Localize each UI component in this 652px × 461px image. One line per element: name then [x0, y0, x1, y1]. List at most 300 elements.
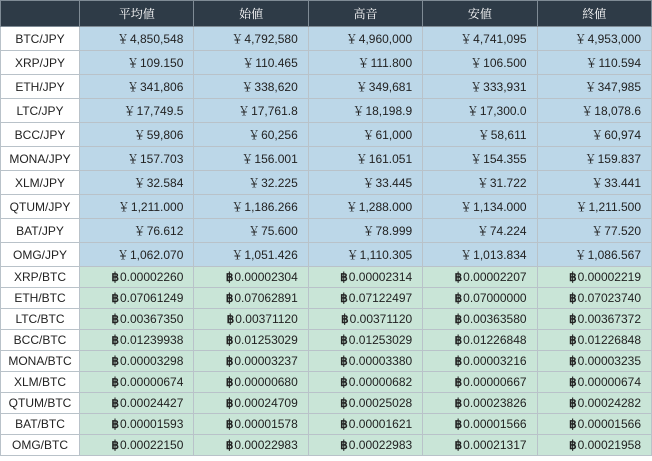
rate-value: 0.00371120: [349, 312, 413, 326]
rate-cell: [194, 351, 308, 372]
rate-value: 17,300.0: [479, 104, 527, 118]
yen-symbol-icon: ￥: [133, 224, 146, 238]
rate-cell: [194, 219, 308, 243]
yen-symbol-icon: ￥: [355, 152, 368, 166]
yen-symbol-icon: ￥: [231, 32, 244, 46]
rate-cell: [308, 27, 422, 51]
rate-value: 18,198.9: [365, 104, 413, 118]
rate-cell: [308, 267, 422, 288]
yen-symbol-icon: ￥: [476, 176, 489, 190]
yen-symbol-icon: ￥: [591, 128, 604, 142]
rate-value: 0.00001566: [463, 417, 527, 431]
bitcoin-symbol-icon: ฿: [225, 417, 234, 431]
row-header-pair: BAT/BTC: [1, 414, 80, 435]
bitcoin-symbol-icon: ฿: [454, 417, 463, 431]
row-header-pair: OMG/JPY: [1, 243, 80, 267]
rate-value: 0.00003380: [348, 354, 413, 368]
rate-cell: [308, 435, 422, 456]
rate-cell: [80, 243, 194, 267]
rate-value: 0.00021958: [577, 438, 641, 452]
table-row: [1, 27, 652, 51]
yen-symbol-icon: ￥: [116, 32, 129, 46]
rate-value: 0.00001593: [119, 417, 184, 431]
rate-cell: [423, 372, 537, 393]
bitcoin-symbol-icon: ฿: [454, 354, 463, 368]
rate-value: 78.999: [375, 224, 413, 238]
rate-cell: [308, 393, 422, 414]
rate-value: 0.00000680: [234, 375, 298, 389]
rate-value: 0.00002207: [463, 270, 527, 284]
rate-cell: [537, 435, 651, 456]
rate-cell: [308, 288, 422, 309]
bitcoin-symbol-icon: ฿: [454, 396, 463, 410]
rate-cell: [194, 393, 308, 414]
bitcoin-symbol-icon: ฿: [340, 270, 348, 284]
rate-cell: [194, 99, 308, 123]
bitcoin-symbol-icon: ฿: [111, 312, 119, 326]
rate-value: 1,186.266: [244, 200, 298, 214]
rate-value: 0.00363580: [463, 312, 527, 326]
yen-symbol-icon: ￥: [248, 176, 261, 190]
rate-value: 33.445: [375, 176, 413, 190]
rate-value: 0.00025028: [348, 396, 413, 410]
rate-cell: [194, 195, 308, 219]
rate-cell: [423, 267, 537, 288]
bitcoin-symbol-icon: ฿: [568, 438, 577, 452]
rate-cell: [537, 195, 651, 219]
rate-value: 31.722: [489, 176, 527, 190]
row-header-pair: BCC/JPY: [1, 123, 80, 147]
rate-value: 33.441: [604, 176, 641, 190]
rate-value: 156.001: [254, 152, 298, 166]
rate-value: 0.00367372: [577, 312, 641, 326]
rate-value: 0.00024282: [577, 396, 641, 410]
yen-symbol-icon: ￥: [470, 56, 483, 70]
rate-cell: [194, 414, 308, 435]
bitcoin-symbol-icon: ฿: [340, 354, 348, 368]
yen-symbol-icon: ￥: [470, 80, 483, 94]
yen-symbol-icon: ￥: [231, 200, 244, 214]
rate-cell: [308, 99, 422, 123]
row-header-pair: MONA/JPY: [1, 147, 80, 171]
rate-value: 0.00003235: [577, 354, 641, 368]
rate-value: 0.01239938: [119, 333, 184, 347]
rate-cell: [194, 171, 308, 195]
rate-cell: [80, 267, 194, 288]
rate-cell: [537, 147, 651, 171]
rate-value: 0.01253029: [348, 333, 413, 347]
bitcoin-symbol-icon: ฿: [111, 354, 119, 368]
yen-symbol-icon: ￥: [584, 80, 597, 94]
rate-cell: [537, 99, 651, 123]
rate-cell: [537, 372, 651, 393]
row-header-pair: XLM/BTC: [1, 372, 80, 393]
column-header-average: 平均値: [80, 1, 194, 27]
bitcoin-symbol-icon: ฿: [340, 417, 348, 431]
rate-cell: [423, 435, 537, 456]
rate-value: 0.00002219: [577, 270, 641, 284]
rate-cell: [80, 414, 194, 435]
yen-symbol-icon: ￥: [352, 104, 365, 118]
row-header-pair: BAT/JPY: [1, 219, 80, 243]
rate-value: 0.07000000: [463, 291, 527, 305]
yen-symbol-icon: ￥: [574, 248, 587, 262]
rate-value: 0.00000674: [577, 375, 641, 389]
rate-value: 0.00001566: [577, 417, 641, 431]
rate-value: 0.00003216: [463, 354, 527, 368]
table-row: [1, 393, 652, 414]
table-header: [1, 1, 652, 27]
rate-cell: [194, 330, 308, 351]
rate-cell: [423, 27, 537, 51]
rate-cell: [423, 351, 537, 372]
row-header-pair: MONA/BTC: [1, 351, 80, 372]
rate-cell: [423, 309, 537, 330]
row-header-pair: XRP/BTC: [1, 267, 80, 288]
yen-symbol-icon: ￥: [241, 152, 254, 166]
rate-cell: [308, 219, 422, 243]
row-header-pair: ETH/BTC: [1, 288, 80, 309]
rate-cell: [308, 147, 422, 171]
yen-symbol-icon: ￥: [476, 224, 489, 238]
rate-cell: [308, 330, 422, 351]
rate-cell: [308, 75, 422, 99]
row-header-pair: OMG/BTC: [1, 435, 80, 456]
yen-symbol-icon: ￥: [362, 224, 375, 238]
bitcoin-symbol-icon: ฿: [568, 396, 577, 410]
rate-cell: [194, 267, 308, 288]
rate-cell: [537, 330, 651, 351]
rate-cell: [308, 243, 422, 267]
rate-cell: [80, 372, 194, 393]
rate-value: 0.01226848: [463, 333, 527, 347]
rate-cell: [537, 309, 651, 330]
rate-cell: [194, 288, 308, 309]
rate-cell: [194, 75, 308, 99]
rate-value: 159.837: [597, 152, 641, 166]
rate-value: 110.594: [598, 56, 641, 70]
rate-value: 74.224: [489, 224, 527, 238]
rate-value: 4,953,000: [587, 32, 641, 46]
rate-value: 0.00371120: [235, 312, 298, 326]
rate-value: 59,806: [146, 128, 184, 142]
rate-value: 0.00003237: [234, 354, 298, 368]
yen-symbol-icon: ￥: [575, 200, 588, 214]
rate-value: 0.00024709: [234, 396, 298, 410]
bitcoin-symbol-icon: ฿: [225, 270, 234, 284]
yen-symbol-icon: ￥: [460, 248, 473, 262]
bitcoin-symbol-icon: ฿: [340, 291, 348, 305]
column-header-open: 始値: [194, 1, 308, 27]
rate-value: 1,211.000: [130, 200, 184, 214]
rate-value: 76.612: [146, 224, 184, 238]
yen-symbol-icon: ￥: [126, 152, 139, 166]
rate-value: 1,013.834: [473, 248, 527, 262]
rate-cell: [423, 219, 537, 243]
rate-value: 0.00003298: [119, 354, 184, 368]
rate-cell: [80, 147, 194, 171]
bitcoin-symbol-icon: ฿: [340, 396, 348, 410]
yen-symbol-icon: ￥: [460, 200, 473, 214]
rate-cell: [423, 51, 537, 75]
yen-symbol-icon: ￥: [470, 152, 483, 166]
yen-symbol-icon: ￥: [248, 224, 261, 238]
rate-value: 0.00001621: [348, 417, 413, 431]
yen-symbol-icon: ￥: [123, 104, 136, 118]
bitcoin-symbol-icon: ฿: [111, 375, 119, 389]
row-header-pair: XRP/JPY: [1, 51, 80, 75]
column-header-high: 高音: [308, 1, 422, 27]
bitcoin-symbol-icon: ฿: [111, 270, 119, 284]
rate-cell: [537, 243, 651, 267]
rate-value: 17,749.5: [136, 104, 184, 118]
rate-cell: [194, 51, 308, 75]
bitcoin-symbol-icon: ฿: [454, 333, 463, 347]
rate-value: 0.00022150: [119, 438, 184, 452]
bitcoin-symbol-icon: ฿: [568, 270, 577, 284]
rate-cell: [423, 414, 537, 435]
bitcoin-symbol-icon: ฿: [340, 333, 348, 347]
rate-value: 333,931: [483, 80, 527, 94]
rate-value: 154.355: [483, 152, 527, 166]
bitcoin-symbol-icon: ฿: [454, 270, 463, 284]
rate-value: 58,611: [490, 128, 527, 142]
rate-cell: [537, 51, 651, 75]
yen-symbol-icon: ￥: [477, 128, 490, 142]
table-row: [1, 147, 652, 171]
bitcoin-symbol-icon: ฿: [568, 312, 577, 326]
rate-value: 161.051: [368, 152, 413, 166]
column-header-close: 終値: [537, 1, 651, 27]
table-row: [1, 288, 652, 309]
rate-cell: [80, 309, 194, 330]
rate-cell: [80, 51, 194, 75]
yen-symbol-icon: ￥: [126, 56, 139, 70]
rate-value: 338,620: [254, 80, 298, 94]
rate-cell: [194, 243, 308, 267]
rate-value: 0.00002260: [119, 270, 184, 284]
rate-cell: [194, 123, 308, 147]
table-body: [1, 27, 652, 456]
bitcoin-symbol-icon: ฿: [225, 354, 234, 368]
rate-cell: [80, 288, 194, 309]
yen-symbol-icon: ￥: [241, 80, 254, 94]
yen-symbol-icon: ￥: [591, 176, 604, 190]
yen-symbol-icon: ￥: [248, 128, 261, 142]
rate-value: 0.00022983: [348, 438, 413, 452]
bitcoin-symbol-icon: ฿: [568, 417, 577, 431]
row-header-pair: LTC/JPY: [1, 99, 80, 123]
row-header-pair: ETH/JPY: [1, 75, 80, 99]
rate-cell: [80, 195, 194, 219]
bitcoin-symbol-icon: ฿: [568, 333, 577, 347]
rate-value: 0.01253029: [234, 333, 298, 347]
rate-cell: [80, 351, 194, 372]
bitcoin-symbol-icon: ฿: [111, 333, 119, 347]
rate-value: 0.07122497: [348, 291, 413, 305]
rate-cell: [194, 372, 308, 393]
rate-value: 61,000: [375, 128, 413, 142]
rate-value: 0.00002314: [348, 270, 413, 284]
rate-value: 0.00000667: [463, 375, 527, 389]
rate-value: 4,850,548: [130, 32, 184, 46]
bitcoin-symbol-icon: ฿: [340, 438, 348, 452]
rate-value: 60,256: [261, 128, 298, 142]
bitcoin-symbol-icon: ฿: [225, 438, 234, 452]
rate-cell: [423, 393, 537, 414]
yen-symbol-icon: ￥: [581, 104, 594, 118]
yen-symbol-icon: ￥: [584, 152, 597, 166]
rate-cell: [423, 195, 537, 219]
bitcoin-symbol-icon: ฿: [340, 375, 348, 389]
table-row: [1, 267, 652, 288]
rate-value: 1,086.567: [587, 248, 641, 262]
table-row: [1, 99, 652, 123]
yen-symbol-icon: ￥: [346, 248, 359, 262]
rate-value: 77.520: [604, 224, 641, 238]
rate-cell: [537, 267, 651, 288]
rate-value: 4,792,580: [244, 32, 298, 46]
rate-value: 0.00024427: [119, 396, 184, 410]
rate-value: 349,681: [368, 80, 413, 94]
rate-value: 17,761.8: [251, 104, 298, 118]
rate-cell: [194, 27, 308, 51]
rate-cell: [537, 288, 651, 309]
rate-cell: [308, 414, 422, 435]
rate-value: 106.500: [483, 56, 527, 70]
rate-cell: [80, 27, 194, 51]
table-row: [1, 243, 652, 267]
bitcoin-symbol-icon: ฿: [341, 312, 349, 326]
table-row: [1, 171, 652, 195]
rate-cell: [423, 99, 537, 123]
table-row: [1, 75, 652, 99]
table-row: [1, 219, 652, 243]
rate-cell: [423, 330, 537, 351]
rate-cell: [80, 99, 194, 123]
rate-value: 0.00021317: [463, 438, 527, 452]
bitcoin-symbol-icon: ฿: [454, 291, 463, 305]
rate-value: 347,985: [597, 80, 641, 94]
rate-value: 32.584: [146, 176, 184, 190]
yen-symbol-icon: ￥: [355, 80, 368, 94]
yen-symbol-icon: ￥: [362, 176, 375, 190]
table-row: [1, 351, 652, 372]
rate-value: 0.00000674: [119, 375, 184, 389]
rate-cell: [194, 309, 308, 330]
bitcoin-symbol-icon: ฿: [111, 396, 119, 410]
row-header-pair: XLM/JPY: [1, 171, 80, 195]
rate-value: 0.07061249: [119, 291, 184, 305]
table-row: [1, 51, 652, 75]
rate-value: 1,110.305: [359, 248, 413, 262]
rate-cell: [537, 351, 651, 372]
rate-cell: [308, 171, 422, 195]
table-row: [1, 372, 652, 393]
row-header-pair: BTC/JPY: [1, 27, 80, 51]
column-header-low: 安値: [423, 1, 537, 27]
rate-cell: [308, 123, 422, 147]
bitcoin-symbol-icon: ฿: [454, 312, 463, 326]
rate-cell: [423, 147, 537, 171]
rate-cell: [80, 75, 194, 99]
rate-cell: [537, 393, 651, 414]
yen-symbol-icon: ￥: [117, 200, 130, 214]
rate-value: 4,960,000: [358, 32, 413, 46]
rate-value: 0.00367350: [119, 312, 184, 326]
table-row: [1, 435, 652, 456]
rate-cell: [80, 435, 194, 456]
bitcoin-symbol-icon: ฿: [568, 375, 577, 389]
rate-value: 0.00001578: [234, 417, 298, 431]
rate-value: 0.01226848: [577, 333, 641, 347]
table-row: [1, 195, 652, 219]
rate-cell: [194, 147, 308, 171]
yen-symbol-icon: ￥: [242, 56, 255, 70]
rate-cell: [194, 435, 308, 456]
rate-value: 4,741,095: [473, 32, 527, 46]
rate-value: 1,134.000: [473, 200, 527, 214]
rate-value: 109.150: [140, 56, 184, 70]
rate-cell: [308, 195, 422, 219]
bitcoin-symbol-icon: ฿: [225, 291, 234, 305]
bitcoin-symbol-icon: ฿: [111, 417, 119, 431]
rate-cell: [423, 171, 537, 195]
yen-symbol-icon: ￥: [460, 32, 473, 46]
bitcoin-symbol-icon: ฿: [225, 396, 234, 410]
rate-value: 0.00002304: [234, 270, 298, 284]
rate-cell: [537, 123, 651, 147]
rate-value: 1,062.070: [130, 248, 184, 262]
table-header-row: [1, 1, 652, 27]
bitcoin-symbol-icon: ฿: [226, 312, 235, 326]
rate-cell: [537, 75, 651, 99]
yen-symbol-icon: ￥: [357, 56, 370, 70]
yen-symbol-icon: ￥: [574, 32, 587, 46]
row-header-pair: QTUM/BTC: [1, 393, 80, 414]
yen-symbol-icon: ￥: [362, 128, 375, 142]
row-header-pair: BCC/BTC: [1, 330, 80, 351]
rate-cell: [308, 351, 422, 372]
rate-cell: [423, 123, 537, 147]
bitcoin-symbol-icon: ฿: [454, 375, 463, 389]
rate-cell: [537, 27, 651, 51]
rate-value: 110.465: [255, 56, 298, 70]
row-header-pair: QTUM/JPY: [1, 195, 80, 219]
yen-symbol-icon: ￥: [466, 104, 479, 118]
rate-value: 111.800: [370, 56, 413, 70]
rate-cell: [308, 309, 422, 330]
bitcoin-symbol-icon: ฿: [111, 291, 119, 305]
yen-symbol-icon: ￥: [133, 128, 146, 142]
rate-value: 1,051.426: [244, 248, 298, 262]
rate-cell: [308, 51, 422, 75]
rate-cell: [423, 75, 537, 99]
bitcoin-symbol-icon: ฿: [454, 438, 463, 452]
table-row: [1, 309, 652, 330]
rate-cell: [423, 243, 537, 267]
bitcoin-symbol-icon: ฿: [568, 291, 577, 305]
rate-value: 75.600: [261, 224, 298, 238]
rate-value: 0.07062891: [234, 291, 298, 305]
yen-symbol-icon: ￥: [238, 104, 251, 118]
row-header-pair: LTC/BTC: [1, 309, 80, 330]
rate-value: 341,806: [140, 80, 184, 94]
table-row: [1, 123, 652, 147]
rate-value: 1,211.500: [588, 200, 641, 214]
rate-cell: [80, 171, 194, 195]
yen-symbol-icon: ￥: [585, 56, 598, 70]
